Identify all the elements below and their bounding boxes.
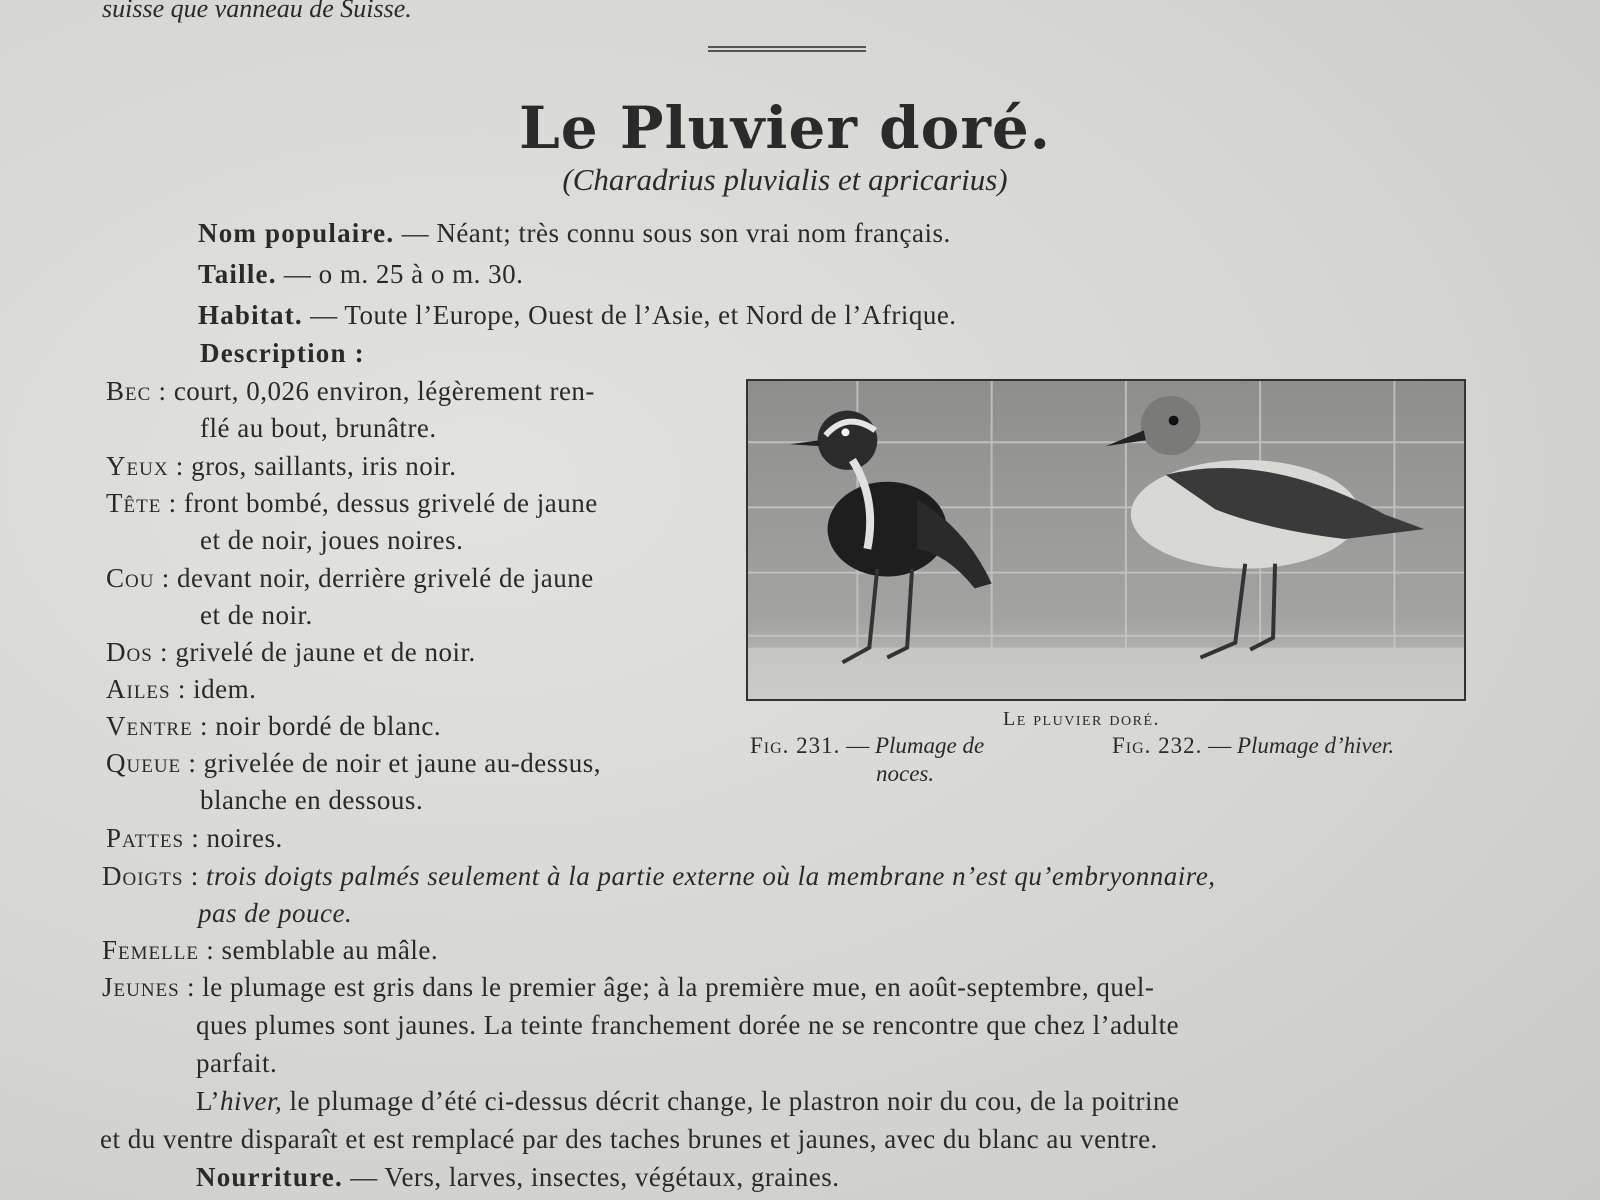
field-label: Description :	[200, 338, 365, 368]
field-label: Nom populaire.	[198, 218, 395, 248]
desc-doigts-cont: pas de pouce.	[198, 898, 353, 928]
desc-jeunes: Jeunes : le plumage est gris dans le premier âge; à la première mue, en août-septembre, quel-	[102, 972, 1155, 1002]
desc-term: Queue	[106, 748, 182, 778]
desc-term: Femelle	[102, 935, 199, 965]
field-taille	[198, 259, 523, 290]
figure-label: Fig. 231.	[750, 733, 841, 758]
desc-tete: Tête : front bombé, dessus grivelé de jaune	[106, 488, 598, 518]
desc-term: Tête	[106, 488, 162, 518]
figure-text: Plumage de	[874, 733, 985, 758]
desc-bec-cont: flé au bout, brunâtre.	[200, 413, 437, 443]
latin-name: (Charadrius pluvialis et apricarius)	[562, 162, 1008, 197]
figure-231-caption	[750, 733, 984, 759]
desc-dos: Dos : grivelé de jaune et de noir.	[106, 637, 476, 667]
winter-paragraph-line-1	[196, 1086, 1179, 1117]
desc-jeunes-cont-2: parfait.	[196, 1048, 278, 1078]
desc-term: Pattes	[106, 823, 185, 853]
field-text: — Toute l’Europe, Ouest de l’Asie, et Nord de l’Afrique.	[302, 300, 957, 330]
field-habitat	[198, 300, 957, 331]
desc-cou-cont: et de noir.	[200, 600, 313, 630]
figure-caption: Le pluvier doré.	[1003, 708, 1160, 730]
desc-text: noires.	[206, 823, 283, 853]
desc-text: devant noir, derrière grivelé de jaune	[176, 563, 594, 593]
desc-queue-cont: blanche en dessous.	[200, 785, 424, 815]
desc-term: Bec	[106, 376, 152, 406]
desc-text: idem.	[193, 674, 257, 704]
bird-photograph	[746, 379, 1466, 701]
field-label: Taille.	[198, 259, 277, 289]
desc-text: gros, saillants, iris noir.	[191, 451, 457, 481]
desc-term: Dos	[106, 637, 153, 667]
desc-term: Cou	[106, 563, 155, 593]
desc-jeunes-cont-1: ques plumes sont jaunes. La teinte franchement dorée ne se rencontre que chez l’adulte	[196, 1010, 1180, 1040]
page-title: Le Pluvier doré.	[519, 94, 1051, 162]
field-text: — Néant; très connu sous son vrai nom français.	[394, 218, 951, 248]
winter-paragraph-line-2: et du ventre disparaît et est remplacé par des taches brunes et jaunes, avec du blanc au ventre.	[100, 1124, 1158, 1154]
field-label: Nourriture.	[196, 1162, 343, 1192]
desc-text: front bombé, dessus grivelé de jaune	[183, 488, 598, 518]
desc-bec: Bec : court, 0,026 environ, légèrement ren-	[106, 376, 595, 406]
desc-femelle: Femelle : semblable au mâle.	[102, 935, 439, 965]
desc-text: trois doigts palmés seulement à la partie externe où la membrane n’est qu’embryonnaire,	[205, 861, 1216, 891]
desc-text: semblable au mâle.	[221, 935, 439, 965]
desc-tete-cont: et de noir, joues noires.	[200, 525, 464, 555]
desc-term: Yeux	[106, 451, 169, 481]
winter-italic: hiver,	[220, 1086, 283, 1116]
figure-dash: —	[840, 733, 875, 758]
desc-text: grivelé de jaune et de noir.	[175, 637, 476, 667]
desc-term: Ailes	[106, 674, 171, 704]
desc-queue: Queue : grivelée de noir et jaune au-dessus,	[106, 748, 602, 778]
desc-ventre: Ventre : noir bordé de blanc.	[106, 711, 442, 741]
desc-term: Jeunes	[102, 972, 180, 1002]
field-description-heading	[200, 338, 365, 369]
winter-rest: le plumage d’été ci-dessus décrit change, le plastron noir du cou, de la poitrine	[282, 1086, 1180, 1116]
field-label: Habitat.	[198, 300, 303, 330]
desc-ailes: Ailes : idem.	[106, 674, 257, 704]
figure-label: Fig. 232.	[1112, 733, 1203, 758]
field-nom-populaire	[198, 218, 951, 249]
figure-dash: —	[1202, 733, 1237, 758]
desc-doigts: Doigts : trois doigts palmés seulement à la partie externe où la membrane n’est qu’embryonnaire,	[102, 861, 1216, 891]
desc-text: court, 0,026 environ, légèrement ren-	[173, 376, 595, 406]
winter-prefix: L’	[196, 1086, 221, 1116]
desc-yeux: Yeux : gros, saillants, iris noir.	[106, 451, 457, 481]
desc-term: Ventre	[106, 711, 193, 741]
desc-term: Doigts	[102, 861, 184, 891]
desc-text: noir bordé de blanc.	[215, 711, 442, 741]
field-nourriture	[196, 1162, 840, 1193]
desc-cou: Cou : devant noir, derrière grivelé de jaune	[106, 563, 594, 593]
previous-text-line: suisse que vanneau de Suisse.	[102, 0, 412, 23]
section-separator	[708, 46, 866, 52]
desc-pattes: Pattes : noires.	[106, 823, 283, 853]
desc-text: le plumage est gris dans le premier âge; à la première mue, en août-septembre, quel-	[202, 972, 1155, 1002]
desc-text: grivelée de noir et jaune au-dessus,	[203, 748, 602, 778]
field-text: — Vers, larves, insectes, végétaux, graines.	[342, 1162, 840, 1192]
figure-text: Plumage d’hiver.	[1236, 733, 1395, 758]
field-text: — o m. 25 à o m. 30.	[276, 259, 524, 289]
figure-232-caption	[1112, 733, 1394, 759]
figure-231-caption-cont: noces.	[876, 761, 935, 786]
